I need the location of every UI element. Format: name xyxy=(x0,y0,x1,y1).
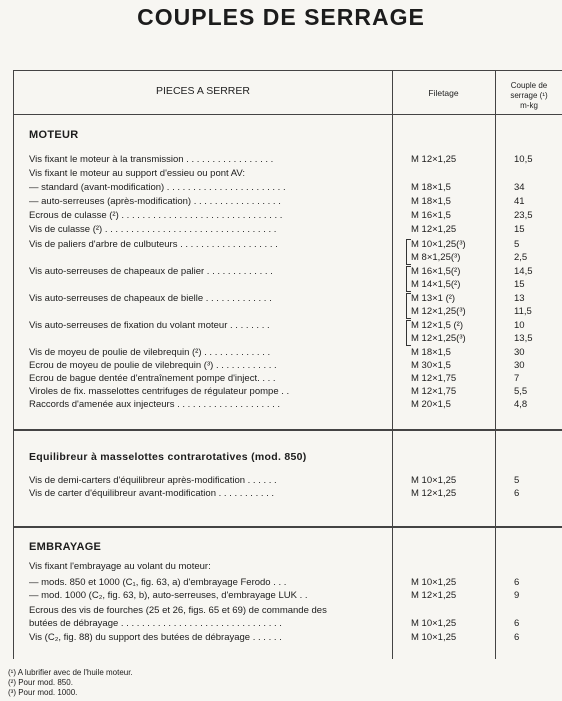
table-row xyxy=(14,399,562,411)
row-torque: 6 xyxy=(514,618,520,629)
row-description: Vis auto-serreuses de fixation du volant moteur . . . . . . . . xyxy=(29,320,270,331)
row-torque: 13,5 xyxy=(514,333,533,344)
row-thread: M 12×1,25(³) xyxy=(411,306,466,317)
table-row xyxy=(14,373,562,385)
row-thread: M 12×1,5 (²) xyxy=(411,320,464,331)
row-torque: 13 xyxy=(514,293,525,304)
torque-table xyxy=(13,70,562,659)
header-couple xyxy=(495,81,562,111)
row-thread: M 8×1,25(³) xyxy=(411,252,461,263)
row-thread: M 18×1,5 xyxy=(411,196,451,207)
row-torque: 41 xyxy=(514,196,525,207)
section-title-embrayage: EMBRAYAGE xyxy=(29,541,102,553)
row-thread: M 10×1,25 xyxy=(411,475,457,486)
row-description: — mod. 1000 (C₂, fig. 63, b), auto-serreuses, d'embrayage LUK . . xyxy=(29,590,308,601)
row-torque: 11,5 xyxy=(514,306,532,317)
table-row xyxy=(14,279,562,291)
row-torque: 30 xyxy=(514,360,525,371)
row-thread: M 12×1,25 xyxy=(411,590,457,601)
row-description: Vis fixant le moteur au support d'essieu ou pont AV: xyxy=(29,168,246,179)
row-description: Ecrou de bague dentée d'entraînement pompe d'inject. . . . xyxy=(29,373,276,384)
table-row xyxy=(14,252,562,264)
header-divider xyxy=(14,114,562,115)
table-row xyxy=(14,488,562,500)
row-thread: M 12×1,25 xyxy=(411,154,457,165)
page-title: COUPLES DE SERRAGE xyxy=(137,4,425,30)
table-row xyxy=(14,577,562,589)
row-thread: M 16×1,5(²) xyxy=(411,266,461,277)
table-row xyxy=(14,266,562,278)
row-torque: 15 xyxy=(514,279,525,290)
footnote: (³) Pour mod. 1000. xyxy=(8,688,78,697)
table-row xyxy=(14,561,562,573)
row-description: — mods. 850 et 1000 (C₁, fig. 63, a) d'embrayage Ferodo . . . xyxy=(29,577,287,588)
table-row xyxy=(14,605,562,617)
row-thread: M 18×1,5 xyxy=(411,347,451,358)
footnote: (¹) A lubrifier avec de l'huile moteur. xyxy=(8,668,133,677)
row-thread: M 16×1,5 xyxy=(411,210,451,221)
row-description: — standard (avant-modification) . . . . . . . . . . . . . . . . . . . . . . . xyxy=(29,182,286,193)
table-row xyxy=(14,224,562,236)
table-row xyxy=(14,168,562,180)
row-torque: 14,5 xyxy=(514,266,533,277)
table-row xyxy=(14,182,562,194)
row-torque: 6 xyxy=(514,632,520,643)
table-row xyxy=(14,632,562,644)
row-thread: M 10×1,25(³) xyxy=(411,239,466,250)
table-row xyxy=(14,475,562,487)
footnotes xyxy=(8,668,133,698)
row-description: Vis de demi-carters d'équilibreur après-modification . . . . . . xyxy=(29,475,277,486)
row-thread: M 12×1,25 xyxy=(411,224,457,235)
row-description: Ecrou de moyeu de poulie de vilebrequin (³) . . . . . . . . . . . . xyxy=(29,360,277,371)
row-description: Vis auto-serreuses de chapeaux de bielle . . . . . . . . . . . . . xyxy=(29,293,272,304)
table-row xyxy=(14,386,562,398)
row-torque: 10,5 xyxy=(514,154,533,165)
row-torque: 30 xyxy=(514,347,525,358)
row-description: butées de débrayage . . . . . . . . . . . . . . . . . . . . . . . . . . . . . . . xyxy=(29,618,282,629)
table-row xyxy=(14,293,562,305)
header-couple-line1: Couple de xyxy=(510,81,548,90)
row-thread: M 20×1,5 xyxy=(411,399,451,410)
row-thread: M 10×1,25 xyxy=(411,618,457,629)
row-description: Vis de moyeu de poulie de vilebrequin (²) . . . . . . . . . . . . . xyxy=(29,347,271,358)
row-description: Vis (C₂, fig. 88) du support des butées de débrayage . . . . . . xyxy=(29,632,282,643)
table-row xyxy=(14,333,562,345)
row-torque: 7 xyxy=(514,373,520,384)
table-row xyxy=(14,347,562,359)
row-thread: M 18×1,5 xyxy=(411,182,451,193)
row-thread: M 12×1,25 xyxy=(411,488,457,499)
row-description: Vis de carter d'équilibreur avant-modification . . . . . . . . . . . xyxy=(29,488,275,499)
table-row xyxy=(14,154,562,166)
row-torque: 4,8 xyxy=(514,399,528,410)
row-thread: M 12×1,25(³) xyxy=(411,333,466,344)
row-torque: 10 xyxy=(514,320,525,331)
row-description: Ecrous de culasse (²) . . . . . . . . . . . . . . . . . . . . . . . . . . . . . . . xyxy=(29,210,283,221)
header-couple-line3: m-kg xyxy=(520,101,538,110)
row-thread: M 10×1,25 xyxy=(411,577,457,588)
table-row xyxy=(14,306,562,318)
row-description: Vis de culasse (²) . . . . . . . . . . . . . . . . . . . . . . . . . . . . . . . . . xyxy=(29,224,277,235)
table-row xyxy=(14,239,562,251)
row-thread: M 12×1,75 xyxy=(411,386,457,397)
row-thread: M 10×1,25 xyxy=(411,632,457,643)
row-thread: M 13×1 (²) xyxy=(411,293,456,304)
header-filetage: Filetage xyxy=(428,88,459,98)
row-torque: 6 xyxy=(514,577,520,588)
section-title-moteur: MOTEUR xyxy=(29,129,79,141)
row-description: Viroles de fix. masselottes centrifuges de régulateur pompe . . xyxy=(29,386,290,397)
row-torque: 5 xyxy=(514,239,520,250)
header-pieces: PIECES A SERRER xyxy=(156,85,250,97)
row-thread: M 14×1,5(²) xyxy=(411,279,461,290)
row-thread: M 12×1,75 xyxy=(411,373,457,384)
row-description: — auto-serreuses (après-modification) . . . . . . . . . . . . . . . . . xyxy=(29,196,281,207)
row-description: Raccords d'amenée aux injecteurs . . . . . . . . . . . . . . . . . . . . xyxy=(29,399,281,410)
row-torque: 5,5 xyxy=(514,386,528,397)
row-description: Vis auto-serreuses de chapeaux de palier . . . . . . . . . . . . . xyxy=(29,266,273,277)
table-row xyxy=(14,618,562,630)
section-title-equilibreur: Equilibreur à masselottes contrarotatives (mod. 850) xyxy=(29,451,307,463)
table-row xyxy=(14,210,562,222)
table-row xyxy=(14,196,562,208)
row-torque: 15 xyxy=(514,224,525,235)
section-divider-2 xyxy=(14,526,562,528)
row-torque: 9 xyxy=(514,590,520,601)
row-description: Vis fixant l'embrayage au volant du moteur: xyxy=(29,561,211,572)
table-row xyxy=(14,590,562,602)
row-description: Ecrous des vis de fourches (25 et 26, figs. 65 et 69) de commande des xyxy=(29,605,327,616)
header-couple-line2: serrage (¹) xyxy=(510,91,548,100)
footnote: (²) Pour mod. 850. xyxy=(8,678,73,687)
table-row xyxy=(14,320,562,332)
row-description: Vis fixant le moteur à la transmission . . . . . . . . . . . . . . . . . xyxy=(29,154,274,165)
row-torque: 2,5 xyxy=(514,252,528,263)
row-description: Vis de paliers d'arbre de culbuteurs . . . . . . . . . . . . . . . . . . . xyxy=(29,239,278,250)
row-torque: 23,5 xyxy=(514,210,533,221)
row-thread: M 30×1,5 xyxy=(411,360,451,371)
row-torque: 6 xyxy=(514,488,520,499)
row-torque: 5 xyxy=(514,475,520,486)
section-divider-1 xyxy=(14,429,562,431)
table-row xyxy=(14,360,562,372)
row-torque: 34 xyxy=(514,182,525,193)
